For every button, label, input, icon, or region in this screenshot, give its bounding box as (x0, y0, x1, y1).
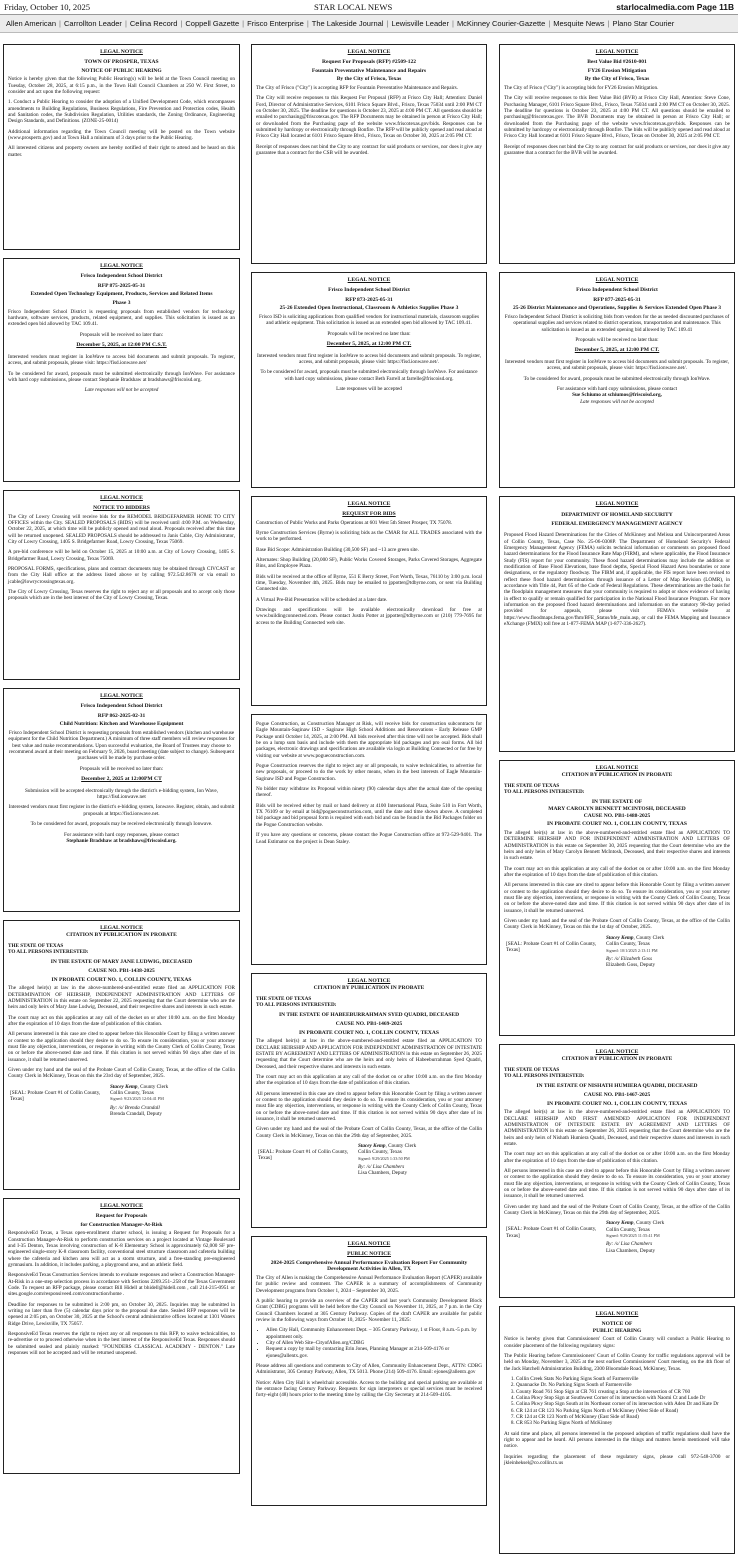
legal-notice-label: LEGAL NOTICE (347, 277, 391, 283)
notice-paragraph: The City will receive responses to this Request For Proposal (RFP) at Frisco City Hall; Attention: Daniel Ford, Director of Administrative Services, 6101 Frisco Square Blvd., Frisco, Texas 75034 until 2:00 PM CT on October 30, 2025. The deadline for questions is October 23, 2025 at 4:00 PM CT. All questions should be emailed to purchasing@friscotexas.gov. The RFP Documents may be obtained in person at Frisco City Hall; or downloaded from the Purchasing page of the website www.friscotexas.gov/bids. Responses can be submitted by hardcopy or electronically through Bonfire. The RFP will be publicly opened and read aloud at Frisco City Hall located at 6101 Frisco Square Blvd., Frisco, Texas on October 30, 2025 at 2:05 PM CT. (256, 95, 482, 140)
notice-paragraph: Given under my hand and the seal of the Probate Court of Collin County, Texas, at the office of the Collin County Clerk in McKinney, Texas on this the 29th day of September, 2025. (256, 1126, 482, 1139)
notice-title: TOWN OF PROSPER, TEXAS (84, 58, 159, 65)
notice-paragraph: Given under my hand and the seal of the Probate Court of Collin County, Texas, at the office of the Collin County Clerk in McKinney, Texas on this the 23rd day of September, 2025. (8, 1067, 235, 1080)
notice-responsiveed-rfp (3, 1198, 240, 1474)
nav-carrollton-leader[interactable]: Carrollton Leader (63, 18, 122, 28)
state-line: THE STATE OF TEXAS (256, 995, 312, 1002)
notice-issuer: Frisco Independent School District (80, 702, 163, 709)
court-name: IN PROBATE COURT NO. 1, COLLIN COUNTY, TEXAS (299, 1029, 439, 1036)
notice-paragraph: Given under my hand and the seal of the Probate Court of Collin County, Texas, at the office of the Collin County Clerk in McKinney, Texas on this the 1st day of October, 2025. (504, 918, 730, 931)
clerk-name: Stacey Kemp (110, 1083, 138, 1090)
notice-paragraph: All interested citizens and property owners are hereby notified of their right to attend and be heard on this matter. (8, 145, 235, 158)
notice-title: Child Nutrition: Kitchen and Warehouse Equipment (59, 721, 184, 728)
column-right (499, 44, 735, 1562)
notice-probate-ludwig (3, 920, 240, 1190)
notice-fisd-rfp-877 (499, 272, 735, 488)
notice-probate-nishath (499, 1044, 735, 1298)
court-name: IN PROBATE COURT NO. 1, COLLIN COUNTY, TEXAS (547, 1100, 687, 1107)
notice-paragraph: To be considered for award, proposals must be submitted electronically through IonWave. For assistance with hard copy submissions, please contact Stephanie Bradshaw at bradshaws@friscoisd.org. (8, 370, 235, 383)
notice-issuer: Frisco Independent School District (328, 286, 410, 293)
notice-paragraph: Additional information regarding the Town Council meeting will be posted on the Town website (www.prospertx.gov) and at Town Hall a minimum of 3 days prior to the Public Hearing. (8, 128, 235, 141)
signature-block (258, 1143, 482, 1177)
notice-paragraph: Notice is hereby given that Commissioners' Court of Collin County will conduct a Public Hearing to consider placement of the following regulatory signs: (504, 1336, 730, 1349)
late-responses-note: Late responses will not be accepted (580, 398, 654, 405)
notice-title: NOTICE OF (601, 1320, 633, 1327)
notice-issuer: Frisco Independent School District (80, 272, 163, 279)
notice-paragraph: Notice is hereby given that the following Public Hearing(s) will be held at the Town Council meeting on Tuesday, October 28, 2025, at 6:15 p.m., in the Town Hall Council Chambers at 250 W. First Street, to consider and act upon the following request: (8, 76, 235, 95)
notice-paragraph: The alleged heir(s) at law in the above-numbered-and-entitled estate filed an APPLICATION FOR DETERMINATION OF HEIRSHIP, INDEPENDENT ADMINISTRATION AND LETTERS OF ADMINISTRATION in this estate on September 22, 2025 requesting that the Court determine who are the heirs and only heirs of Mary Jane Ludwig, Deceased, and their respective shares and interests in such estate. (8, 985, 235, 1011)
notice-paragraph: Interested vendors must first register in the district's e-bidding system, Ionwave. Register, obtain, and submit proposals at https://fisd.ionwave.net. (8, 804, 235, 817)
list-item: • Allen City Hall, Community Enhancement Dept. – 305 Century Parkway, 1 st Floor, 8 a.m.-5 p.m. by appointment only. (266, 1327, 482, 1340)
notice-title: PUBLIC NOTICE (347, 1250, 391, 1257)
notice-probate-mcintosh (499, 760, 735, 1036)
notice-title: CITATION BY PUBLICATION IN PROBATE (561, 771, 673, 778)
nav-plano-star-courier[interactable]: Plano Star Courier (612, 18, 675, 28)
estate-name: IN THE ESTATE OF HABEEBURRAHMAN SYED QUADRI, DECEASED (278, 1012, 460, 1019)
publication-nav: Allen American | Carrollton Leader | Celina Record | Coppell Gazette | Frisco Enterprise | The Lakeside Journal | Lewisville Leader | McKinney Courier-Gazette | Mesquite News | Plano Star Courier (0, 15, 738, 33)
notice-paragraph: Interested vendors must first register in IonWave to access bid documents and submit proposals. To register, access, and submit proposals, please visit: https://fisd.ionwave.net/. (504, 359, 730, 372)
list-item: • Request a copy by mail by contacting Erin Jones, Planning Manager at 214-509-4176 or ejones@allentx.gov. (266, 1346, 482, 1359)
notice-paragraph: ResponsiveEd Texas, a Texas open-enrollment charter school, is issuing a Request for Proposals for a Construction Manager-At-Risk to perform construction services on a project located at Vintage Boulevard and I-35 Denton, Texas involving construction of K-8 Elementary School is approximately 62,000 SF pre-engineered single-story K-8 classroom facility, conventional steel structure classroom and cafeteria building where the cafeteria and kitchen area will act as a storm structure, and a free-standing pre-engineered gymnasium. In addition, it includes parking, a playground area, and an athletic field. (8, 1230, 235, 1268)
legal-notice-label: LEGAL NOTICE (100, 693, 143, 699)
court-seal: [SEAL: Probate Court #1 of Collin County, Texas] (258, 1149, 349, 1162)
signature-block (506, 1220, 730, 1254)
to-all-line: TO ALL PERSONS INTERESTED: (256, 1001, 337, 1008)
notice-paragraph: A Virtual Pre-Bid Presentation will be scheduled at a later date. (256, 596, 388, 603)
notice-phase: Phase 3 (112, 299, 131, 306)
late-responses-note: Late responses will be accepted (336, 386, 402, 393)
notice-paragraph: Proposals will be received no later than: (79, 765, 164, 772)
notice-title: CITATION BY PUBLICATION IN PROBATE (561, 1055, 673, 1062)
to-all-line: TO ALL PERSONS INTERESTED: (504, 788, 585, 795)
notice-title: Request for Proposals (95, 1212, 148, 1219)
state-line: THE STATE OF TEXAS (504, 1066, 560, 1073)
notice-paragraph: All persons interested in this case are cited to appear before this Honorable Court by filing a written answer or contest to the application should they desire to do so. To ensure its consideration, you or your attorney must file any objection, interventions, or response in writing with the County Clerk of Collin County, Texas on or before the above-noted date and time. If this citation is not served within 90 days after date of its issuance, it shall be returned unserved. (504, 882, 730, 914)
notice-paragraph: Proposals will be received no later than: (327, 330, 411, 337)
notice-fisd-rfp-862 (3, 688, 240, 912)
due-date: December 5, 2025, at 12:00 PM C.S.T. (76, 342, 167, 348)
legal-notice-label: LEGAL NOTICE (595, 1311, 639, 1317)
nav-celina-record[interactable]: Celina Record (129, 18, 178, 28)
to-all-line: TO ALL PERSONS INTERESTED: (504, 1072, 585, 1079)
notice-paragraph: The court may act on this application at any call of the docket on or after 10:00 a.m. on the first Monday after the expiration of 10 days from the date of publication of this citation. (504, 865, 730, 879)
due-date: December 5, 2025, at 12:00 PM CT. (574, 347, 660, 354)
deputy-signature: By: /s/ Brenda Crandall (110, 1104, 160, 1111)
notice-paragraph: The court may act on this application at any call of the docket on or after 10:00 a.m. on the first Monday after the expiration of 10 days from the date of publication of this citation. (256, 1074, 482, 1087)
nav-coppell-gazette[interactable]: Coppell Gazette (185, 18, 240, 28)
notice-paragraph: The City of Frisco ("City") is accepting RFP for Fountain Preventative Maintenance and Repairs. (256, 84, 458, 91)
notice-paragraph: To be considered for award, proposals must be submitted electronically through IonWave. (523, 375, 711, 382)
legal-notice-label: LEGAL NOTICE (100, 495, 143, 501)
notice-paragraph: Proposals will be received no later than: (575, 336, 659, 343)
due-date: December 2, 2025 at 12:00PM CT (81, 775, 162, 782)
clerk-title: , County Clerk (137, 1083, 169, 1090)
notice-paragraph: At said time and place, all persons interested in the proposed adoption of traffic regulations shall have the right to appear and be heard. All persons interested in the things and matters herein mentioned will take notice. (504, 1430, 730, 1450)
notice-subtitle: NOTICE OF PUBLIC HEARING (81, 67, 162, 74)
notice-paragraph: To be considered for award, proposals must be submitted electronically through IonWave. For assistance with hard copy submissions, please contact Beth Farrell at farrelle@friscoisd.org. (260, 369, 478, 382)
county-name: Collin County, Texas (606, 1226, 650, 1233)
notice-paragraph: Submission will be accepted electronically through the district's e-bidding system, Ion Wave, https://fisd.ionwave.net (24, 787, 219, 801)
nav-mckinney-courier-gazette[interactable]: McKinney Courier-Gazette (456, 18, 546, 28)
notice-paragraph: The alleged heir(s) at law in the above-numbered-and-entitled estate filed an APPLICATION TO DETERMINE HEIRSHIP AND FOR INDEPENDENT ADMINISTRATION AND LETTERS OF ADMINISTRATION in this estate on September 30, 2025 requesting that the Court determine who are the heirs and only heirs of Mary Carolyn Bennett McIntosh, Deceased, and their respective shares and interests in such estate. (504, 830, 730, 862)
court-name: IN PROBATE COURT NO. 1, COLLIN COUNTY, TEXAS (547, 821, 687, 828)
notice-paragraph: Frisco ISD is soliciting applications from qualified vendors for instructional materials, classroom supplies and athletic equipment. This solicitation is issued as an extended open bid allowed by TAC 109.41. (259, 313, 479, 327)
notice-paragraph: The court may act on this application at any call of the docket on or after 10:00 a.m. on the first Monday after the expiration of 10 days from the date of publication of this citation. (504, 1151, 730, 1164)
county-name: Collin County, Texas (358, 1149, 402, 1156)
notice-title: NOTICE TO BIDDERS (93, 504, 150, 511)
notice-paragraph: Notice: Allen City Hall is wheelchair accessible. Access to the building and special parking are available at the entrance facing Century Parkway. Requests for sign interpreters or special services must be received forty-eight (48) hours prior to the meeting time by calling the City Secretary at 214-509-4105. (256, 1379, 482, 1399)
notice-title: CITATION BY PUBLICATION IN PROBATE (66, 931, 177, 938)
court-seal: [SEAL: Probate Court #1 of Collin County, Texas] (506, 940, 597, 954)
notice-paragraph: Frisco Independent School District is soliciting bids from vendors for the as needed discounted purchases of operational supplies and services related to district operations, transportation and maintenance. This solicitation is issued as an extended opening bid allowed by TAC 109.41 (504, 313, 730, 333)
nav-frisco-enterprise[interactable]: Frisco Enterprise (247, 18, 304, 28)
notice-paragraph: PROPOSAL FORMS, specifications, plans and contract documents may be obtained through CIVCAST or from the City Hall office at the address listed above or by calling 972.542.8678 or via email to jcable@lowrycrossingtexas.org. (8, 565, 235, 585)
notice-title: 25-26 Extended Open Instructional, Classroom & Athletics Supplies Phase 3 (279, 305, 459, 312)
deputy-signature: By: /s/ Elizabeth Goss (606, 955, 652, 962)
nav-allen-american[interactable]: Allen American (6, 18, 57, 28)
notice-paragraph: Bids will be received at the office of Byrne, 551 E Berry Street, Fort Worth, Texas, 76110 by 3:00 p.m. local time, Tuesday, November 4th, 2025. Bids may be emailed to jppotter@tdbyrne.com, or sent via Building Connected site. (256, 573, 482, 593)
notice-paragraph: Proposed Flood Hazard Determinations for the Cities of McKinney and Melissa and Unincorporated Areas of Collin County, Texas, Case No. 25-06-0308P. The Department of Homeland Security's Federal Emergency Management Agency (FEMA) solicits technical information or comments on proposed flood hazard determinations for the Flood Insurance Rate Map (FIRM), and where applicable, the Flood Insurance Study (FIS) report for your community. These flood hazard determinations may include the addition or modification of Base Flood Elevations, base flood depths, Special Flood Hazard Area boundaries or zone designations, or the regulatory floodway. The FIRM and, if applicable, the FIS report have been revised to reflect these flood hazard determinations through issuance of a Letter of Map Revision (LOMR), in accordance with Title 44, Part 65 of the Code of Federal Regulations. These determinations are the basis for the floodplain management measures that your community is required to adopt or show evidence of having in effect to qualify or remain qualified for participation in the National Flood Insurance Program. For more information on the proposed flood hazard determinations and information on the statutory 90-day period provided for appeals, please visit FEMA's website at https://www.floodmaps.fema.gov/fhm/BFE_Status/bfe_main.asp, or call the FEMA Mapping and Insurance eXchange (FMIX) toll free at 1-877-FEMA MAP (1-877-336-2627). (504, 532, 730, 628)
notice-paragraph: 1. Conduct a Public Hearing to consider the adoption of a Unified Development Code, which encompasses amendments to Building Regulations, Business Regulations, Fire Prevention and Protection codes, Health and Sanitation codes, the Subdivision Regulation, Utilities standards, the Zoning Ordinance, Engineering Design Standards, and Definitions. (ZONE-25-0014) (8, 99, 235, 125)
list-item: • City of Allen Web Site–CityofAllen.org/CDBG (266, 1340, 482, 1346)
notice-paragraph: The City of Allen is making the Comprehensive Annual Performance Evaluation Report (CAPER) available for public review and comment. The CAPER is a summary of accomplishments of Community Development programs from October 1, 2024 – September 30, 2025. (256, 1274, 482, 1294)
notice-title: Request For Proposals (RFP) #2509-122 (322, 58, 416, 65)
notice-subtitle: PUBLIC HEARING (592, 1327, 642, 1334)
clerk-title: , County Clerk (633, 1220, 665, 1227)
notice-fisd-rfp-875 (3, 258, 240, 482)
notice-rfp-number: RFP 873-2025-05-31 (345, 296, 393, 303)
notice-contact: Sue Schiumo at schiumos@friscoisd.org, (572, 392, 662, 399)
notice-paragraph: Interested vendors must first register in IonWave to access bid documents and submit proposals. To register, access, and submit proposals, please visit: https://fisd.ionwave.net/. (256, 352, 482, 366)
signed-timestamp: Signed: 9/23/2025 12:04:41 PM (110, 1096, 164, 1102)
notice-paragraph: ResponsiveEd Texas reserves the right to reject any or all responses to this RFP, to waive technicalities, to re-advertise or to proceed otherwise when in the best interest of the ResponsiveEd Texas. Responses should be submitted sealed and plainly marked: "FOUNDERS CLASSICAL ACADEMY - DENTON." Late responses will not be accepted and will be returned unopened. (8, 1331, 235, 1357)
cause-number: CAUSE NO. PB1-1488-2025 (583, 812, 651, 819)
legal-notice-label: LEGAL NOTICE (595, 49, 639, 55)
notice-paragraph: All persons interested in this case are cited to appear before this Honorable Court by filing a written answer or contest to the application should they desire to do so. To ensure its consideration, you or your attorney must file any objection, interventions, or response in writing with the County Clerk of Collin County, Texas on or before the above-noted date and time. If this citation is not served within 90 days after date of its issuance, it shall be returned unserved. (8, 1031, 235, 1063)
list-item: 7. CR 124 at CR 123 North of McKinney (East Side of Road) (516, 1414, 730, 1420)
court-seal: [SEAL: Probate Court #1 of Collin County, Texas] (10, 1089, 101, 1103)
county-name: Collin County, Texas (606, 941, 650, 948)
notice-paragraph: The City will receive responses to this Best Value Bid (BVB) at Frisco City Hall, Attention: Steve Cone, Purchasing Manager, 6101 Frisco Square Blvd., Frisco, Texas 75034 until 2:00 PM CT on October 30, 2025. The deadline for questions is October 23, 2025 at 4:00 PM CT. All questions should be emailed to purchasing@friscotexas.gov. The BVB Documents may be obtained in person at Frisco City Hall; or downloaded from the Purchasing page of the website www.friscotexas.gov/bids. Responses can be submitted by hardcopy or electronically through Bonfire. The bids will be publicly opened and read aloud at Frisco City Hall located at 6101 Frisco Square Blvd., Frisco, Texas on October 30, 2025 at 2:05 PM CT. (504, 95, 730, 140)
deputy-name: Elizabeth Goss, Deputy (606, 961, 656, 968)
legal-notice-label: LEGAL NOTICE (595, 501, 639, 507)
legal-notice-label: LEGAL NOTICE (347, 501, 391, 507)
notice-paragraph: The City of Lowry Crossing will receive bids for the REMODEL BRIDGEFARMER HOME TO CITY OFFICES within the City. SEALED PROPOSALS (BIDS) will be received until 4:00 P.M. on Wednesday, October 22, 2025, at which time will be publicly opened and read aloud. Proposals received after this time will be returned unopened. SEALED PROPOSALS should be addressed to Janis Cable, City Administrator, City of Lowry Crossing, 1405 S. Bridgefarmer Road, Lowry Crossing, Texas 75069. (8, 513, 235, 545)
notice-title: Best Value Bid #2610-001 (587, 58, 647, 65)
notice-subtitle: Fountain Preventative Maintenance and Repairs (311, 67, 427, 74)
county-name: Collin County, Texas (110, 1090, 154, 1097)
legal-notice-label: LEGAL NOTICE (595, 765, 639, 771)
notice-paragraph: The City of Lowry Crossing, Texas reserves the right to reject any or all proposals and to accept only those proposals which are in the best interest of the City of Lowry Crossing, Texas. (8, 588, 235, 602)
legal-notice-label: LEGAL NOTICE (595, 277, 639, 283)
legal-notice-label: LEGAL NOTICE (347, 978, 391, 984)
to-all-line: TO ALL PERSONS INTERESTED: (8, 948, 89, 955)
signed-timestamp: Signed: 10/1/2025 2:13:11 PM (606, 947, 658, 953)
notice-paragraph: For assistance with hard copy responses, please contact (64, 831, 179, 838)
estate-name: IN THE ESTATE OF MARY JANE LUDWIG, DECEASED (50, 959, 193, 966)
estate-name: IN THE ESTATE OF NISHATH HUMIERA QUADRI, DECEASED (536, 1083, 698, 1090)
notice-paragraph: ResponsiveEd Texas Construction Services intends to evaluate responses and select a Construction Manager-At-Risk in a one-step selection process in accordance with Sections 2269.251-.258 of the Texas Government Code. To request an RFP package, please contact Bill Hidell at bhidell@hidell.com , call 214-215-0951 or sites.google.com/responsiveed.com/construction/home . (8, 1272, 235, 1298)
deputy-name: Brenda Crandall, Deputy (110, 1110, 163, 1117)
notice-paragraph: Pogue Construction reserves the right to reject any or all proposals, to waive technicalities, to advertise for new proposals, or proceed to do the work by other means, when in the best interests of Eagle Mountain-Saginaw ISD and Pogue Construction. (256, 763, 482, 782)
signed-timestamp: Signed: 9/29/2025 11:55:41 PM (606, 1233, 660, 1239)
notice-paragraph: Please address all questions and comments to City of Allen, Community Enhancement Dept., ATTN: CDBG Administrator, 305 Century Parkway, Allen, TX 5013. Phone (214) 509-4176. Email: ejones@allentx.gov (256, 1363, 482, 1376)
clerk-title: , County Clerk (385, 1143, 417, 1150)
notice-subtitle: 2024-2025 Comprehensive Annual Performance Evaluation Report For Community Development Activities in Allen, TX (270, 1259, 468, 1273)
state-line: THE STATE OF TEXAS (8, 942, 64, 949)
clerk-title: , County Clerk (633, 934, 665, 941)
sign-locations-list (516, 1376, 730, 1427)
page-header (0, 0, 738, 15)
notice-paragraph: Construction of Public Works and Parks Operations at 601 West 5th Street Prosper, TX 75078. (256, 519, 453, 526)
clerk-name: Stacey Kemp (358, 1143, 386, 1150)
late-responses-note: Late responses will not be accepted (84, 387, 159, 394)
notice-paragraph: A pre-bid conference will be held on October 15, 2025 at 10:00 a.m. at City of Lowry Crossing, 1405 S. Bridgefarmer Road, Lowry Crossing, Texas 75069. (8, 549, 235, 562)
notice-rfp-number: RFP 862-2025-02-31 (97, 712, 146, 719)
list-item: 3. County Road 761 Stop Sign at CR 761 creating a Stop at the intersection of CR 760 (516, 1389, 730, 1395)
notice-paragraph: Proposals will be received no later than: (79, 331, 164, 338)
legal-notice-label: LEGAL NOTICE (100, 925, 143, 931)
notice-paragraph: The City of Frisco ("City") is accepting bids for FY26 Erosion Mitigation. (504, 84, 659, 91)
nav-lakeside-journal[interactable]: The Lakeside Journal (311, 18, 384, 28)
clerk-name: Stacey Kemp (606, 934, 634, 941)
notice-title: 25-26 District Maintenance and Operations, Supplies & Services Extended Open Phase 3 (512, 305, 722, 312)
review-locations-list (266, 1327, 482, 1359)
notice-title: REQUEST FOR BIDS (342, 510, 396, 517)
list-item: 1. Collin Creek Stats No Parking Signs South of Farmersville (516, 1376, 730, 1382)
notice-paragraph: Frisco Independent School District is requesting proposals from established vendors (kitchen and warehouse equipment for the Child Nutrition Department.) A minimum of three staff members will review responses for best value and make recommendations. Upon successful evaluation, the Board of Trustees may choose to recommend award at their meeting on February 9, 2026, board meeting (date subject to change). Subsequent purchases will be made by purchase order. (8, 729, 235, 762)
notice-paragraph: The Public Hearing before Commissioners' Court of Collin County for traffic regulations approval will be held on Monday, November 3, 2025 at the next earliest Commissioners' Court meeting, on the 4th floor of the Jack Hatchell Administration Building, 2300 Bloomdale Road, McKinney, Texas. (504, 1352, 730, 1372)
notice-paragraph: No bidder may withdraw its Proposal within ninety (90) calendar days after the actual date of the opening thereof. (256, 786, 482, 799)
notice-fema-flood-hazard (499, 496, 735, 752)
deputy-signature: By: /s/ Lisa Chambers (606, 1241, 653, 1248)
notice-paragraph: Frisco Independent School District is requesting proposals from established vendors for technology hardware, software services, products, related equipment, and supplies. This solicitation is issued as an extended open bid allowed by TAC 109.41. (8, 308, 235, 328)
legal-notice-label: LEGAL NOTICE (100, 263, 143, 269)
notice-paragraph: For assistance with hard copy submissions, please contact (556, 386, 678, 393)
notice-rfp-number: RFP 875-2025-05-31 (97, 282, 146, 289)
notice-title: CITATION BY PUBLICATION IN PROBATE (313, 984, 425, 991)
notice-title: DEPARTMENT OF HOMELAND SECURITY (561, 511, 673, 518)
cause-number: CAUSE NO. PB1-1469-2025 (335, 1020, 403, 1027)
issue-date: Friday, October 10, 2025 (4, 1, 91, 12)
notice-title: Extended Open Technology Equipment, Products, Services and Related Items (30, 291, 213, 298)
notice-paragraph: Receipt of responses does not bind the City to any contract for said products or services, nor does it give any guarantee that a contract for the BVB will be awarded. (504, 143, 730, 157)
notice-pogue-construction (251, 714, 487, 965)
notice-frisco-rfp-2509 (251, 44, 487, 264)
notices-area (0, 44, 738, 1528)
estate-name: MARY CAROLYN BENNETT MCINTOSH, DECEASED (548, 805, 686, 812)
notice-subtitle: FY26 Erosion Mitigation (587, 67, 647, 74)
estate-heading: IN THE ESTATE OF (591, 799, 643, 806)
notice-paragraph: Receipt of responses does not bind the City to any contract for said products or services, nor does it give any guarantee that a contract for the CSB will be awarded. (256, 143, 482, 157)
signature-block (506, 935, 730, 969)
notice-rfp-number: RFP 877-2025-05-31 (593, 296, 641, 303)
notice-paragraph: Bids will be received either by mail or hand delivery at 4100 International Plaza, Suite 510 in Fort Worth, TX 76109 or by email at bid@pogueconstruction.com, until the date and time shown above. A completed bid package and bid proposal form is required with each bid and can be found in the Bid Packages folder on the Pogue Construction website. (256, 802, 482, 828)
notice-frisco-bvb-2610 (499, 44, 735, 264)
court-name: IN PROBATE COURT NO. 1, COLLIN COUNTY, TEXAS (51, 976, 192, 983)
notice-paragraph: All persons interested in this case are cited to appear before this Honorable Court by filing a written answer or contest to the application should they desire to do so. To ensure its consideration, you or your attorney must file any objection, interventions, or response in writing with the County Clerk of Collin County, Texas on or before the above-noted date and time. If this citation is not served within 90 days after date of its issuance, it shall be returned unserved. (256, 1090, 482, 1123)
notice-paragraph: Given under my hand and the seal of the Probate Court of Collin County, Texas, at the office of the Collin County Clerk in McKinney, Texas on this the 29th day of September, 2025. (504, 1203, 730, 1217)
list-item: 5. Colina Pkwy Stop Sign South at its Northeast corner of its intersection with Aden Dr and Kate Dr (516, 1401, 730, 1407)
list-item: 6. CR 124 at CR 123 No Parking Signs North of McKinney (West Side of Road) (516, 1408, 730, 1414)
notice-paragraph: Deadline for responses to be submitted is 2:00 pm, on October 30, 2025. Inquiries may be submitted in writing no later than five (5) calendar days prior to the proposal due date. Sealed RFP responses will be opened at 2:05 pm, on October 30, 2025 at the School's central administrative offices located at 1301 Waters Ridge Drive, Lewisville, TX 75057. (8, 1301, 235, 1327)
nav-lewisville-leader[interactable]: Lewisville Leader (391, 18, 449, 28)
notice-subtitle: FEDERAL EMERGENCY MANAGEMENT AGENCY (551, 520, 683, 527)
legal-notice-label: LEGAL NOTICE (347, 49, 391, 55)
cause-number: CAUSE NO. PB1-1467-2025 (583, 1091, 651, 1098)
column-middle (251, 44, 487, 1514)
notice-paragraph: If you have any questions or concerns, please contact the Pogue Construction office at 972-529-9401. The Lead Estimator on the project is Dean Staley. (256, 832, 482, 845)
list-item: 4. Colina Pkwy Stop Sign at Southwest Corner of its intersection with Naomi Ct and Lude Dr (516, 1395, 730, 1401)
notice-issuer: By the City of Frisco, Texas (584, 76, 650, 83)
legal-notice-label: LEGAL NOTICE (100, 1203, 143, 1209)
notice-issuer: By the City of Frisco, Texas (336, 76, 402, 83)
signature-block (10, 1084, 235, 1118)
notice-prosper-hearing (3, 44, 240, 250)
due-date: December 5, 2025, at 12:00 PM CT. (326, 340, 412, 347)
clerk-name: Stacey Kemp (606, 1220, 634, 1227)
notice-probate-habeeburrahman (251, 973, 487, 1228)
notice-byrne-request-for-bids (251, 496, 487, 706)
notice-contact: Stephanie Bradshaw at bradshaws@friscoisd.org. (66, 837, 177, 844)
legal-notice-label: LEGAL NOTICE (347, 1241, 391, 1247)
notice-paragraph: Alternates: Shop Building (20,000 SF), Public Works Covered Storages, Parks Covered Storages, Aggregate Bins, and Employee Plaza. (256, 556, 482, 570)
notice-paragraph: A public hearing to provide an overview of the CAPER and last year's Community Development Block Grant (CDBG) programs will be held before the City Council on November 11, 2025, at 7 p.m. in the City Council Chambers located at 305 Century Parkway. Copies of the draft CAPER are available for public review in the following ways from October 10, 2025- November 11, 2025: (256, 1297, 482, 1323)
legal-notice-label: LEGAL NOTICE (595, 1049, 639, 1055)
notice-paragraph: All persons interested in this case are cited to appear before this Honorable Court by filing a written answer or contest to the application should they desire to do so. To ensure its consideration, you or your attorney must file any objection, interventions, or response in writing with the County Clerk of Collin County, Texas on or before the above-noted date and time. If this citation is not served within 90 days after date of its issuance, it shall be returned unserved. (504, 1168, 730, 1200)
notice-allen-caper (251, 1236, 487, 1506)
notice-paragraph: Base Bid Scope: Administration Building (30,500 SF) and ~13 acre green site. (256, 546, 419, 553)
state-line: THE STATE OF TEXAS (504, 782, 560, 789)
signed-timestamp: Signed: 9/29/2025 1:33:50 PM (358, 1155, 410, 1161)
paper-name: STAR LOCAL NEWS (314, 1, 393, 12)
deputy-name: Lisa Chambers, Deputy (358, 1170, 408, 1177)
court-seal: [SEAL: Probate Court #1 of Collin County, Texas] (506, 1226, 597, 1239)
notice-paragraph: The alleged heir(s) at law in the above-numbered-and-entitled estate filed an APPLICATION TO DECLARE HEIRSHIP AND FIRST AMENDED APPLICATION FOR INDEPENDENT ADMINISTRATION OF INTESTATE ESTATE BY AGREEMENT AND LETTERS OF ADMINISTRATION in this estate on September 26, 2025 requesting that the Court determine who are the heirs and only heirs of Nishath Humiera Quadri, Deceased, and their respective shares and interests in such estate. (504, 1109, 730, 1148)
notice-paragraph: Inquiries regarding the placement of these regulatory signs, please call 972-548-3700 or jkleinheksel@co.collin.tx.us (504, 1453, 730, 1467)
column-left (3, 44, 240, 1482)
notice-paragraph: The court may act on this application at any call of the docket on or after 10:00 a.m. on the first Monday after the expiration of 10 days from the date of publication of this citation. (8, 1014, 235, 1028)
notice-paragraph: To be considered for award, proposals may be received electronically through Ionwave. (30, 821, 213, 828)
notice-fisd-rfp-873 (251, 272, 487, 488)
notice-paragraph: Drawings and specifications will be available electronically download for free at www.buildingconnected.com. Please contact Justin Potter at jppotter@tdbyrne.com or (210) 779-7695 for access to the Building Connected web site. (256, 606, 482, 626)
legal-notice-label: LEGAL NOTICE (100, 49, 143, 55)
site-page: starlocalmedia.com Page 11B (616, 1, 734, 12)
deputy-signature: By: /s/ Lisa Chambers (358, 1163, 405, 1170)
notice-collin-public-hearing (499, 1306, 735, 1554)
notice-paragraph: Interested vendors must register in IonWave to access bid documents and submit proposals. To register, access, and submit proposals, please visit: https://fisd.ionwave.net/ (8, 353, 235, 367)
list-item: 2. Quannacke Dr. No Parking Signs South of Farmersville (516, 1382, 730, 1388)
notice-paragraph: Byrne Construction Services (Byrne) is soliciting bids as the CMAR for ALL TRADES associated with the work to be performed. (256, 529, 482, 543)
cause-number: CAUSE NO. PB1-1438-2025 (88, 967, 155, 974)
nav-mesquite-news[interactable]: Mesquite News (553, 18, 605, 28)
notice-issuer: Frisco Independent School District (576, 286, 658, 293)
list-item: 8. CR 853 No Parking Signs North of McKinney (516, 1420, 730, 1426)
notice-paragraph: Pogue Construction, as Construction Manager at Risk, will receive bids for construction subcontracts for Eagle Mountain-Saginaw ISD - Saginaw High School Additions and Renovations - Early Release GMP Package until October 14, 2025, at 2:00 PM. All bids received after this time will not be accepted. Bids shall be on a lump sum basis and include with them the appropriate bid packages and pro osal forms. All bid packages, electronic drawings and specifications are available via login at Building Connected or for free by visiting our website at www.pogueconstruction.com. (256, 721, 482, 759)
notice-lowry-crossing-bidders (3, 490, 240, 680)
notice-subtitle: for Construction Manager-At-Risk (80, 1221, 163, 1228)
deputy-name: Lisa Chambers, Deputy (606, 1247, 656, 1254)
notice-paragraph: The alleged heir(s) at law in the above-numbered-and-entitled estate filed an APPLICATION TO DECLARE HEIRSHIP AND APPLICATION FOR INDEPENDENT ADMINISTRATION OF INTESTATE ESTATE BY AGREEMENT AND LETTERS OF ADMINISTRATION in this estate on September 26, 2025 requesting that the Court determine who are the heirs and only heirs of Habeeburrahman Syed Quadri, Deceased, and their respective shares and interests in such estate. (256, 1038, 482, 1070)
